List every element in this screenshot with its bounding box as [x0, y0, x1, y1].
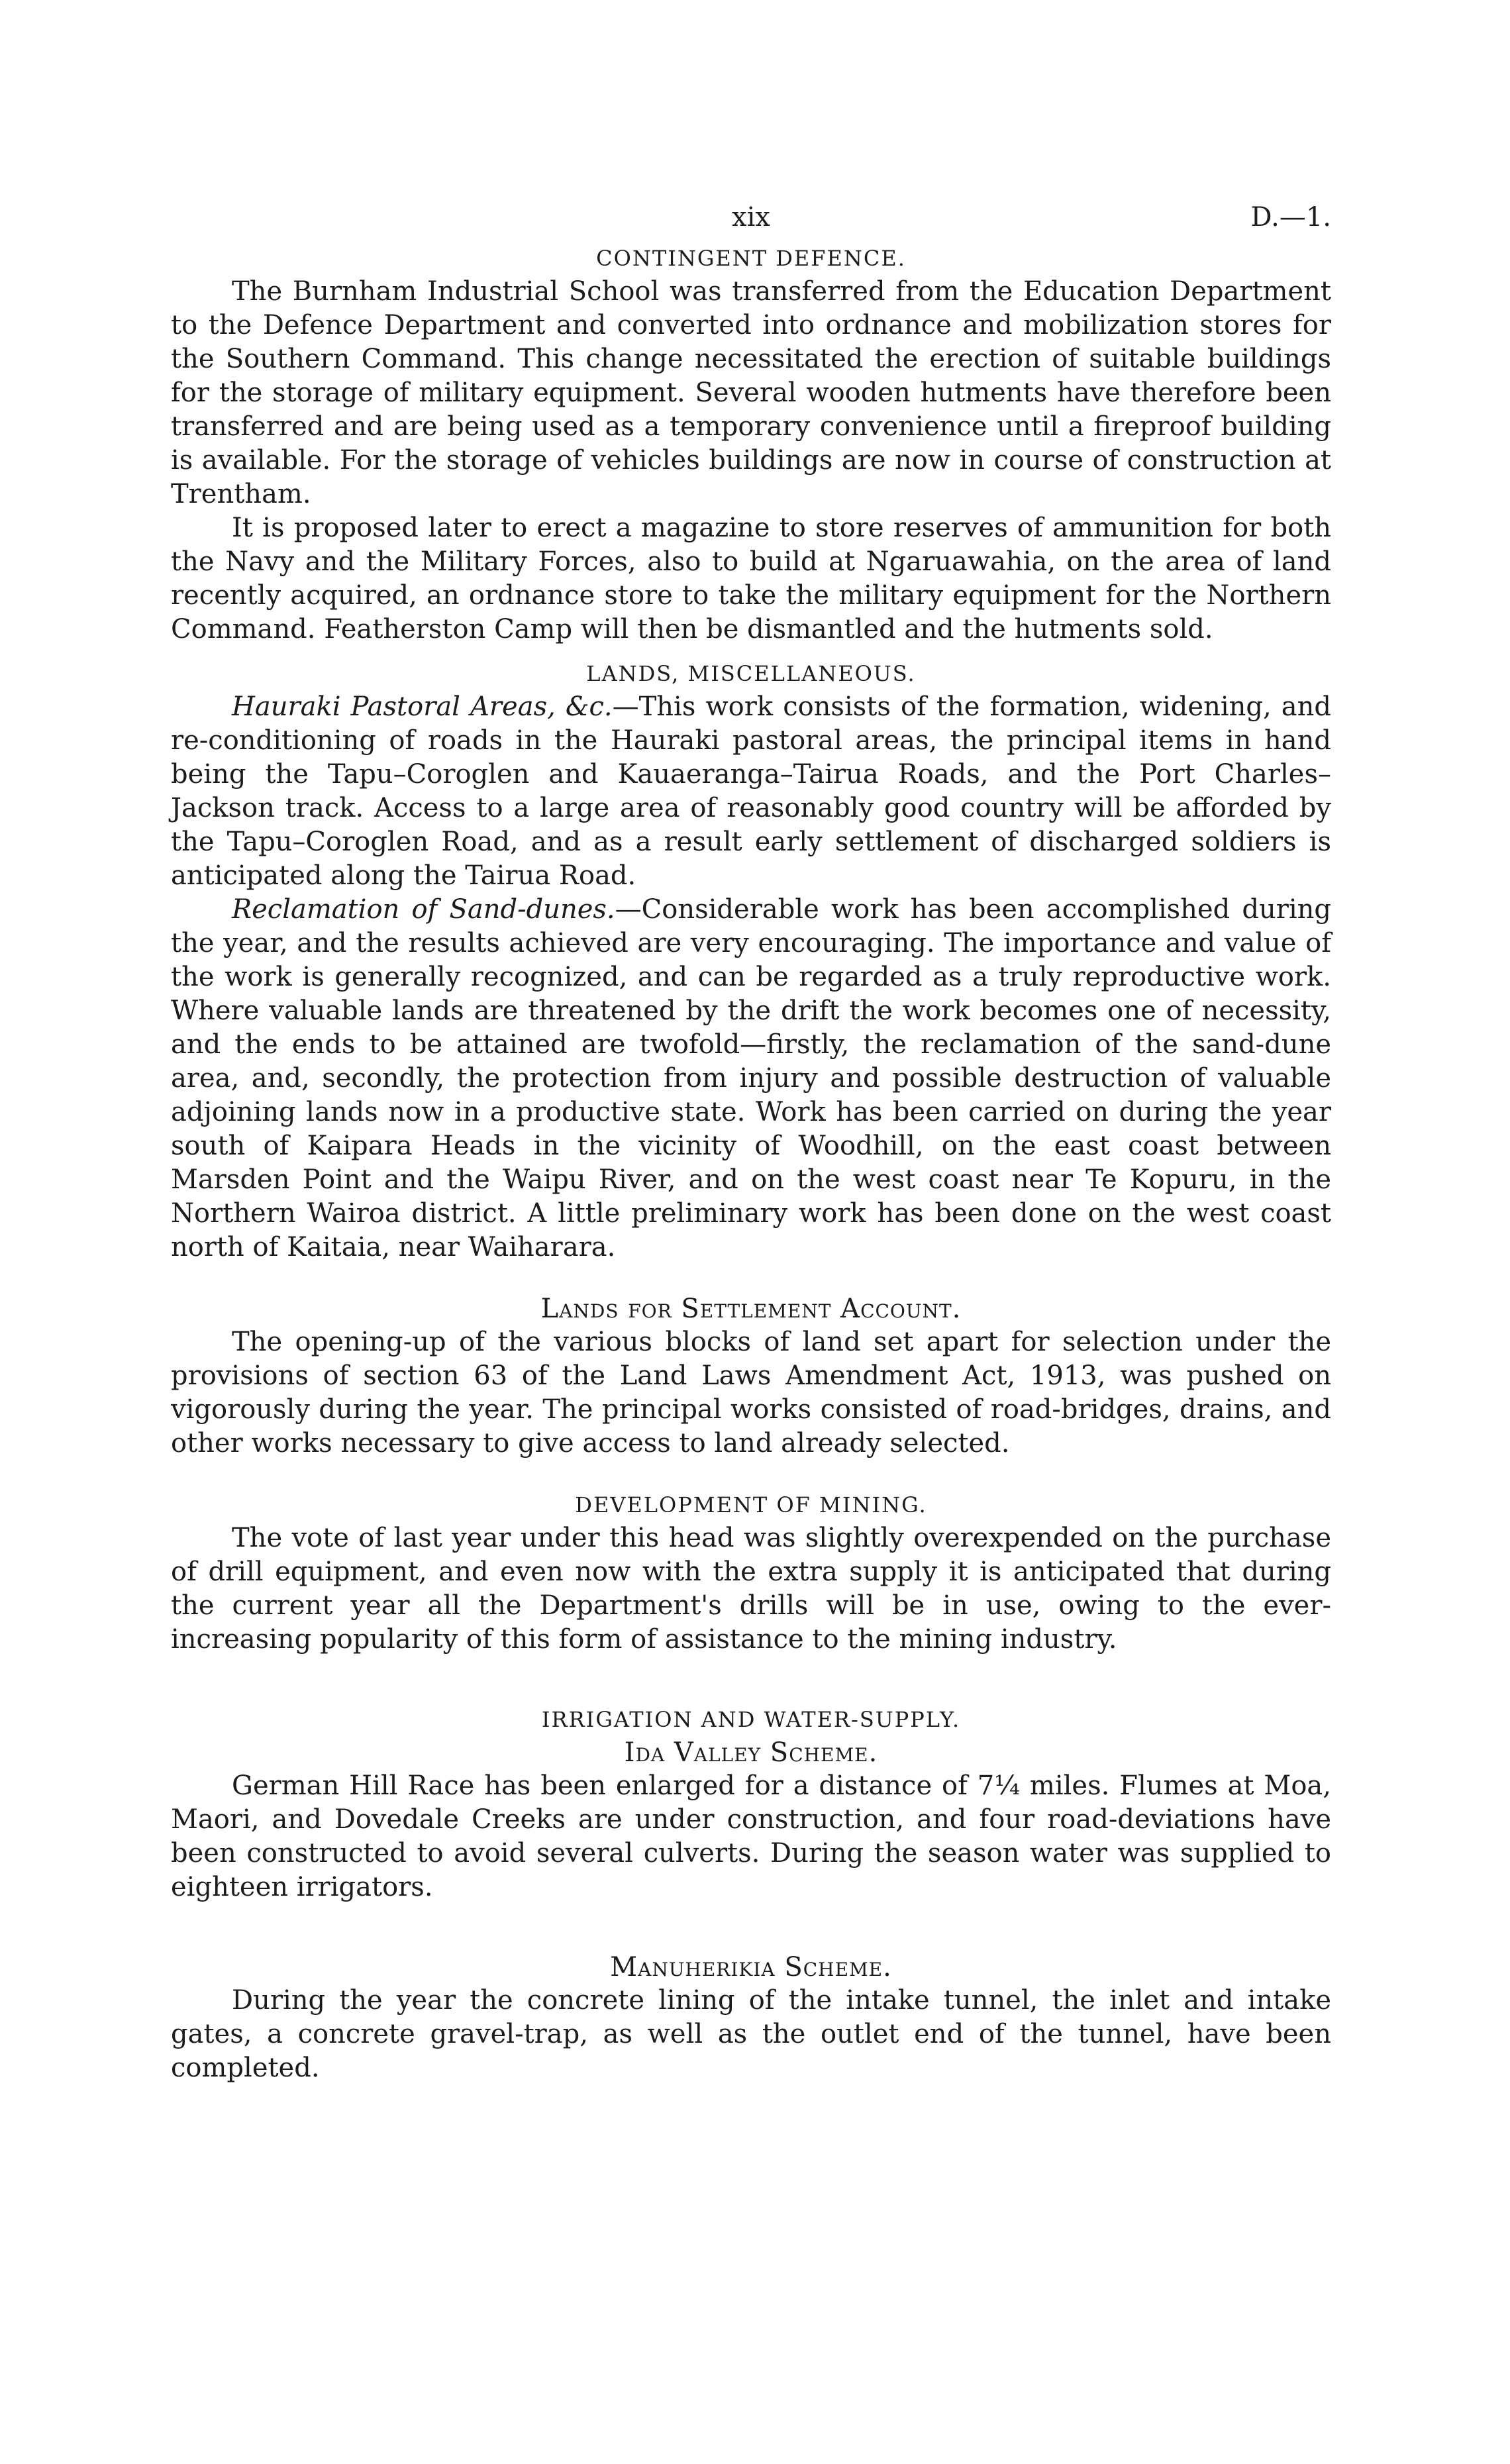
section-heading: DEVELOPMENT OF MINING. [575, 1492, 927, 1517]
lands-miscellaneous-section [171, 657, 1331, 1264]
paragraph: German Hill Race has been enlarged for a distance of 7¼ miles. Flumes at Moa, Maori, and Dovedale Creeks are under construction, and four road-deviations have been constructed to avoid several culverts. During the season water was supplied to eighteen irrigators. [171, 1771, 1331, 1902]
contingent-defence-section [171, 242, 1331, 646]
paragraph: The opening-up of the various blocks of land set apart for selection under the provisions of section 63 of the Land Laws Amendment Act, 1913, was pushed on vigorously during the year. The principal works consisted of road-bridges, drains, and other works necessary to give access to land already selected. [171, 1327, 1331, 1459]
running-head [171, 202, 1331, 242]
paragraph-lead: Hauraki Pastoral Areas, &c. [232, 692, 613, 722]
page-number: xix [732, 202, 770, 232]
section-heading: CONTINGENT DEFENCE. [596, 246, 906, 271]
lands-settlement-section [171, 1292, 1331, 1461]
paragraph: It is proposed later to erect a magazine to store reserves of ammunition for both the Navy and the Military Forces, also to build at Ngaruawahia, on the area of land recently acquired, an ordnance store to take the military equipment for the Northern Command. Featherston Camp will then be dismantled and the hutments sold. [171, 513, 1331, 644]
paragraph-text: —This work consists of the formation, widening, and re-conditioning of roads in the Hauraki pastoral areas, the principal items in hand being the Tapu–Coroglen and Kauaeranga–Tairua Roads, and the Port Charles–Jackson track. Access to a large area of reasonably good country will be afforded by the Tapu–Coroglen Road, and as a result early settlement of discharged soldiers is anticipated along the Tairua Road. [171, 692, 1331, 891]
mining-section [171, 1488, 1331, 1657]
irrigation-section [171, 1703, 1331, 2085]
section-heading: Lands for Settlement Account. [540, 1294, 962, 1324]
paragraph [171, 893, 1331, 1264]
document-reference: D.—1. [1250, 202, 1331, 232]
paragraph [171, 690, 1331, 893]
subsection-heading: Ida Valley Scheme. [624, 1737, 878, 1768]
paragraph-text: —Considerable work has been accomplished during the year, and the results achieved are very encouraging. The importance and value of the work is generally recognized, and can be regarded as a truly reproductive work. Where valuable lands are threatened by the drift the work becomes one of necessity, and the ends to be attained are twofold—firstly, the reclamation of the sand-dune area, and, secondly, the protection from injury and possible destruction of valuable adjoining lands now in a productive state. Work has been carried on during the year south of Kaipara Heads in the vicinity of Woodhill, on the east coast between Marsden Point and the Waipu River, and on the west coast near Te Kopuru, in the Northern Wairoa district. A little preliminary work has been done on the west coast north of Kaitaia, near Waiharara. [171, 894, 1332, 1262]
section-heading: IRRIGATION AND WATER-SUPPLY. [541, 1707, 961, 1732]
section-heading: LANDS, MISCELLANEOUS. [586, 661, 916, 686]
subsection-heading: Manuherikia Scheme. [610, 1952, 892, 1982]
paragraph: The Burnham Industrial School was transferred from the Education Department to the Defence Department and converted into ordnance and mobilization stores for the Southern Command. This change necessitated the erection of suitable buildings for the storage of military equipment. Several wooden hutments have therefore been transferred and are being used as a temporary convenience until a fireproof building is available. For the storage of vehicles buildings are now in course of construction at Trentham. [171, 276, 1331, 509]
document-page [171, 202, 1331, 2085]
paragraph: The vote of last year under this head was slightly overexpended on the purchase of drill equipment, and even now with the extra supply it is anticipated that during the current year all the Department's drills will be in use, owing to the ever-increasing popularity of this form of assistance to the mining industry. [171, 1523, 1331, 1655]
paragraph-lead: Reclamation of Sand-dunes. [232, 894, 615, 925]
paragraph: During the year the concrete lining of the intake tunnel, the inlet and intake gates, a concrete gravel-trap, as well as the outlet end of the tunnel, have been completed. [171, 1985, 1331, 2083]
